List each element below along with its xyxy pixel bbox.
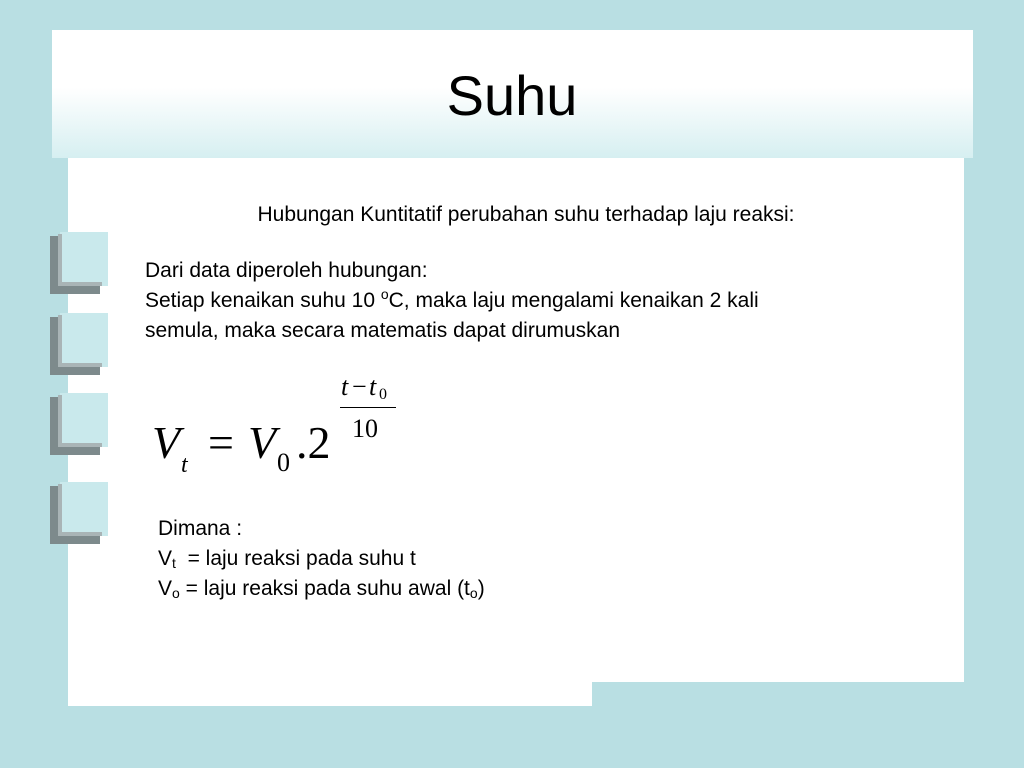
bracket-decoration-1	[50, 232, 110, 297]
paragraph-line-3: semula, maka secara matematis dapat dirumuskan	[145, 319, 621, 342]
exponent-t: t	[341, 372, 349, 401]
rate-formula	[150, 370, 410, 480]
legend-row-vt-var: V	[158, 547, 173, 570]
legend-row-vo-var: V	[158, 577, 173, 600]
formula-equals: =	[208, 417, 234, 468]
legend-row-vt	[158, 544, 485, 574]
exponent-fraction-bar	[340, 407, 396, 408]
legend-block	[158, 514, 485, 604]
paragraph-line-1: Dari data diperoleh hubungan:	[145, 259, 428, 282]
legend-row-vo-sub2: o	[469, 585, 478, 601]
legend-row-vo	[158, 574, 485, 604]
degree-superscript: o	[380, 286, 389, 302]
exponent-t0: t	[369, 372, 377, 401]
legend-row-vo-close: )	[477, 577, 485, 600]
exponent-minus: −	[352, 372, 367, 401]
paragraph-line-2	[145, 286, 759, 316]
paragraph-line-2-end: C, maka laju mengalami kenaikan 2 kali	[388, 289, 759, 312]
content-panel-bottom	[68, 682, 592, 706]
exponent-denominator: 10	[352, 414, 378, 443]
legend-row-vo-text: = laju reaksi pada suhu awal (t	[179, 577, 470, 600]
legend-row-vt-sub: t	[172, 555, 176, 571]
slide-title: Suhu	[446, 64, 578, 127]
slide-heading: Hubungan Kuntitatif perubahan suhu terhadap laju reaksi:	[257, 203, 795, 226]
legend-row-vo-sub: o	[172, 585, 180, 601]
paragraph-line-2-start: Setiap kenaikan suhu 10	[145, 289, 381, 312]
bracket-decoration-4	[50, 482, 110, 547]
formula-rhs-sub: 0	[277, 448, 290, 477]
legend-row-vt-text: = laju reaksi pada suhu t	[175, 547, 416, 570]
formula-rhs-var: V	[248, 417, 277, 468]
exponent-t0-sub: 0	[379, 386, 387, 403]
formula-base: .2	[296, 417, 331, 468]
bracket-decoration-2	[50, 313, 110, 378]
formula-lhs-sub: t	[181, 452, 188, 478]
paragraph-block	[145, 256, 759, 346]
formula-lhs-var: V	[152, 417, 181, 468]
content-panel-tab	[592, 666, 738, 682]
legend-title: Dimana :	[158, 517, 243, 540]
bracket-decoration-3	[50, 393, 110, 458]
